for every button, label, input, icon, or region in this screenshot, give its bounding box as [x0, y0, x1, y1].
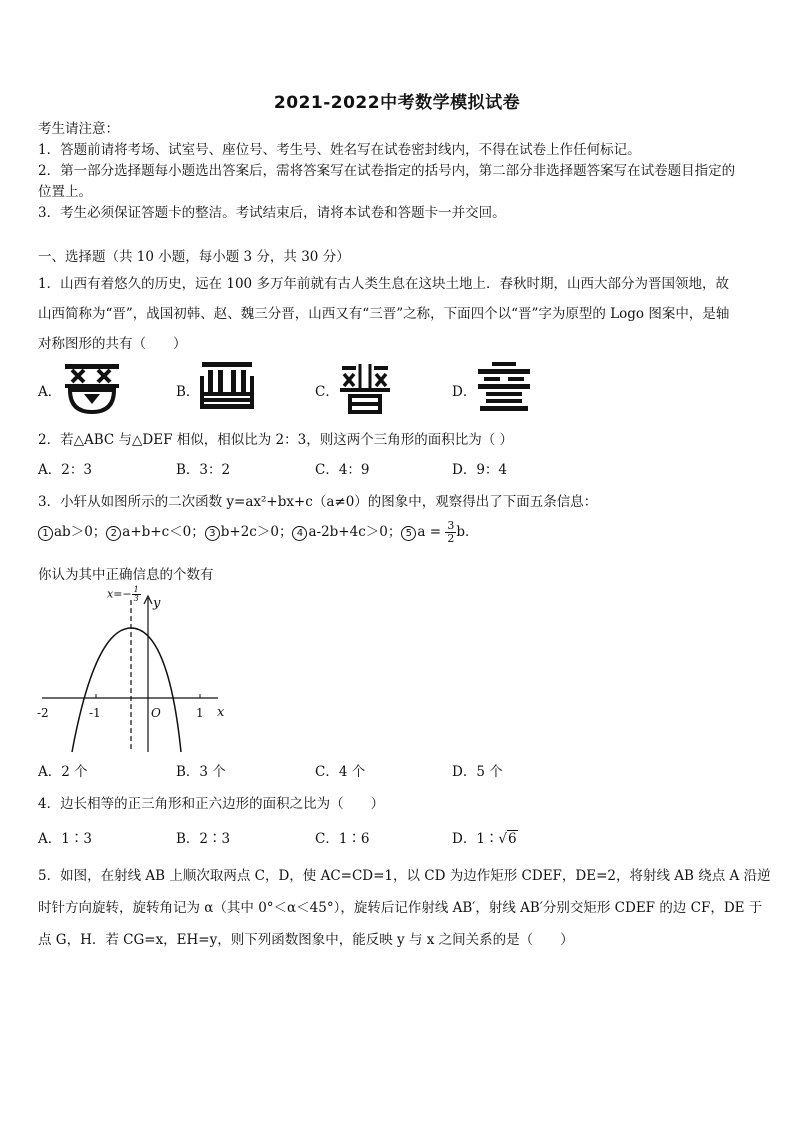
- notice-item: 3．考生必须保证答题卡的整洁。考试结束后，请将本试卷和答题卡一并交回。: [38, 205, 506, 221]
- parabola-graph: [34, 584, 234, 754]
- circle-1-icon: 1: [38, 526, 53, 541]
- option-c-label: C．: [315, 384, 339, 400]
- y-axis-label: y: [153, 596, 161, 611]
- sqrt-icon: √: [498, 831, 508, 847]
- question-5-line: 5．如图，在射线 AB 上顺次取两点 C，D，使 AC=CD=1，以 CD 为边作矩形 CDEF，DE=2，将射线 AB 绕点 A 沿逆: [38, 868, 771, 884]
- jin-logo-a-icon: [62, 358, 122, 416]
- section-heading: 一、选择题（共 10 小题，每小题 3 分，共 30 分）: [38, 249, 350, 265]
- option-d-label: D．: [452, 384, 477, 400]
- question-1-line: 1．山西有着悠久的历史，远在 100 多万年前就有古人类生息在这块土地上．春秋时期，山西大部分为晋国领地，故: [38, 276, 729, 292]
- circle-5-icon: 5: [401, 526, 416, 541]
- parabola-curve: [72, 628, 181, 752]
- notice-item: 2．第一部分选择题每小题选出答案后，需将答案写在试卷指定的括号内，第二部分非选择题答案写在试卷题目指定的: [38, 163, 736, 179]
- notice-heading: 考生请注意：: [38, 121, 119, 137]
- q4-option-c: C．1∶6: [315, 831, 370, 847]
- origin-label: O: [151, 706, 161, 720]
- jin-logo-b-icon: [198, 358, 256, 414]
- question-1-line: 对称图形的共有（ ）: [38, 336, 187, 352]
- circle-4-icon: 4: [292, 526, 307, 541]
- q4-option-d: D．1∶√6: [452, 831, 517, 847]
- tick-label: -2: [37, 706, 49, 720]
- notice-item: 位置上。: [38, 184, 92, 200]
- q3-option-c: C．4 个: [315, 764, 366, 780]
- q4-option-b: B．2∶3: [176, 831, 231, 847]
- notice-item: 1．答题前请将考场、试室号、座位号、考生号、姓名写在试卷密封线内，不得在试卷上作任何标记。: [38, 142, 641, 158]
- jin-logo-c-icon: [336, 358, 394, 416]
- circle-2-icon: 2: [106, 526, 121, 541]
- q2-option-a: A．2：3: [38, 462, 92, 478]
- circle-3-icon: 3: [205, 526, 220, 541]
- q3-option-a: A．2 个: [38, 764, 88, 780]
- tick-label: -1: [89, 706, 101, 720]
- q2-option-b: B．3：2: [176, 462, 231, 478]
- symmetry-line-label: x=− $\frac{1}{3}$: [107, 585, 139, 603]
- option-b-label: B．: [176, 384, 200, 400]
- q3-option-b: B．3 个: [176, 764, 226, 780]
- question-3: 3．小轩从如图所示的二次函数 y=ax²+bx+c（a≠0）的图象中，观察得出了下面五条信息：: [38, 494, 598, 510]
- option-a-label: A．: [38, 384, 62, 400]
- question-2: 2．若△ABC 与△DEF 相似，相似比为 2：3，则这两个三角形的面积比为（ ）: [38, 432, 513, 448]
- question-3-info: 1 ab＞0； 2 a+b+c＜0； 3 b+2c＞0； 4 a-2b+4c＞0； 5 a = $\frac{3}{2}$ b．: [38, 520, 478, 545]
- fraction: $\frac{3}{2}$: [447, 519, 455, 545]
- x-axis-label: x: [217, 705, 225, 720]
- question-1-line: 山西简称为“晋”，战国初韩、赵、魏三分晋，山西又有“三晋”之称，下面四个以“晋”字为原型的 Logo 图案中，是轴: [38, 306, 730, 322]
- jin-logo-d-icon: [474, 360, 534, 414]
- page-title: 2021-2022中考数学模拟试卷: [273, 93, 521, 113]
- question-3-prompt: 你认为其中正确信息的个数有: [38, 567, 214, 583]
- question-5-line: 点 G，H．若 CG=x，EH=y，则下列函数图象中，能反映 y 与 x 之间关系的是（ ）: [38, 932, 574, 948]
- q2-option-d: D．9：4: [452, 462, 508, 478]
- question-4: 4．边长相等的正三角形和正六边形的面积之比为（ ）: [38, 796, 385, 812]
- q3-option-d: D．5 个: [452, 764, 503, 780]
- q2-option-c: C．4：9: [315, 462, 370, 478]
- tick-label: 1: [196, 706, 204, 720]
- q4-option-a: A．1∶3: [38, 831, 92, 847]
- question-5-line: 时针方向旋转，旋转角记为 α（其中 0°＜α＜45°），旋转后记作射线 AB′，射线 AB′分别交矩形 CDEF 的边 CF，DE 于: [38, 900, 763, 916]
